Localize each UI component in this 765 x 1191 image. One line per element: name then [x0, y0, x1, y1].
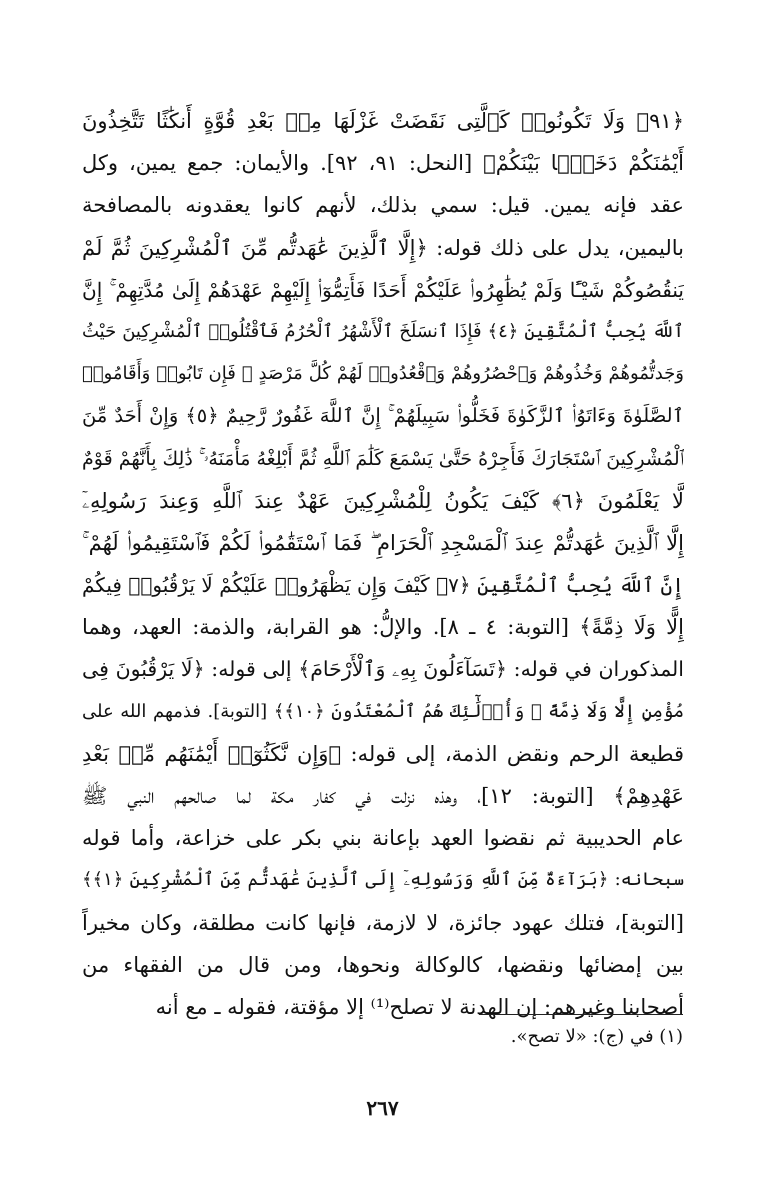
text-line: ٱللَّهَ يُحِبُّ ٱلْمُتَّقِينَ ﴿٤﴾ فَإِذَا ٱنسَلَخَ ٱلْأَشْهُرُ ٱلْحُرُمُ فَٱقْتُلُوا۟ ٱلْمُشْرِكِينَ حَيْثُ	[82, 320, 684, 342]
text-line: يَنقُصُوكُمْ شَيْـًٔا وَلَمْ يُظَٰهِرُوا۟ عَلَيْكُمْ أَحَدًا فَأَتِمُّوٓا۟ إِلَيْهِمْ عَهْدَهُمْ إِلَىٰ مُدَّتِهِمْ ۚ إِنَّ	[82, 277, 684, 302]
text-line: المذكوران في قوله: ﴿تَسَآءَلُونَ بِهِۦ وَٱلْأَرْحَامَ﴾ إلى قوله: ﴿لَا يَرْقُبُونَ فِى	[82, 657, 684, 682]
text-line: عقد فإنه يمين. قيل: سمي بذلك، لأنهم كانوا يعقدونه بالمصافحة	[82, 193, 684, 218]
text-line: عَهْدِهِمْ﴾ [التوبة: ١٢]، وهذه نزلت في كفار مكة لما صالحهم النبي ﷺ	[82, 784, 684, 808]
text-line: إِنَّ ٱللَّهَ يُحِبُّ ٱلْمُتَّقِينَ ﴿٧﴾ كَيْفَ وَإِن يَظْهَرُوا۟ عَلَيْكُمْ لَا يَرْقُبُوا۟ فِيكُمْ	[82, 573, 684, 598]
text-line: بين إمضائها ونقضها، كالوكالة ونحوها، ومن قال من الفقهاء من	[82, 952, 684, 977]
text-line: وَجَدتُّمُوهُمْ وَخُذُوهُمْ وَٱحْصُرُوهُمْ وَٱقْعُدُوا۟ لَهُمْ كُلَّ مَرْصَدٍ ۚ فَإِن تَابُوا۟ وَأَقَامُوا۟	[82, 363, 684, 385]
page-number: ٢٦٧	[366, 1096, 399, 1120]
footnote: (١) في (ج): «لا تصح».	[510, 1026, 683, 1047]
body-text	[82, 100, 684, 1028]
text-line: [التوبة]، فتلك عهود جائزة، لا لازمة، فإنها كانت مطلقة، وكان مخيراً	[82, 910, 684, 935]
text-line: قطيعة الرحم ونقض الذمة، إلى قوله: ﴿وَإِن نَّكَثُوٓا۟ أَيْمَٰنَهُم مِّنۢ بَعْدِ	[82, 741, 684, 766]
text-line: إِلًّا وَلَا ذِمَّةً﴾ [التوبة: ٤ ـ ٨]. والإلُّ: هو القرابة، والذمة: العهد، وهما	[82, 615, 684, 640]
text-line: ٱلْمُشْرِكِينَ ٱسْتَجَارَكَ فَأَجِرْهُ حَتَّىٰ يَسْمَعَ كَلَٰمَ ٱللَّهِ ثُمَّ أَبْلِغْهُ مَأْمَنَهُۥ ۚ ذَٰلِكَ بِأَنَّهُمْ قَوْمٌ	[82, 447, 684, 470]
text-line: إِلَّا ٱلَّذِينَ عَٰهَدتُّمْ عِندَ ٱلْمَسْجِدِ ٱلْحَرَامِ ۖ فَمَا ٱسْتَقَٰمُوا۟ لَكُمْ فَٱسْتَقِيمُوا۟ لَهُمْ ۚ	[82, 530, 684, 555]
text-line: ﴿٩١﴾ وَلَا تَكُونُوا۟ كَٱلَّتِى نَقَضَتْ غَزْلَهَا مِنۢ بَعْدِ قُوَّةٍ أَنكَٰثًا تَتَّخِذُونَ	[82, 109, 684, 133]
footnote-separator	[479, 1014, 683, 1015]
text-line: أَيْمَٰنَكُمْ دَخَلًۢا بَيْنَكُمْ﴾ [النحل: ٩١، ٩٢]. والأيمان: جمع يمين، وكل	[82, 151, 684, 176]
text-line: باليمين، يدل على ذلك قوله: ﴿إِلَّا ٱلَّذِينَ عَٰهَدتُّم مِّنَ ٱلْمُشْرِكِينَ ثُمَّ لَمْ	[82, 235, 684, 260]
text-line: سبحانه: ﴿بَرَآءَةٌ مِّنَ ٱللَّهِ وَرَسُولِهِۦٓ إِلَى ٱلَّذِينَ عَٰهَدتُّم مِّنَ ٱلْمُشْرِكِينَ ﴿١﴾﴾	[82, 869, 684, 891]
text-line: ٱلصَّلَوٰةَ وَءَاتَوُا۟ ٱلزَّكَوٰةَ فَخَلُّوا۟ سَبِيلَهُمْ ۚ إِنَّ ٱللَّهَ غَفُورٌ رَّحِيمٌ ﴿٥﴾ وَإِنْ أَحَدٌ مِّنَ	[82, 404, 684, 428]
text-line: مُؤْمِنٍ إِلًّا وَلَا ذِمَّةً ۚ وَأُو۟لَٰٓئِكَ هُمُ ٱلْمُعْتَدُونَ ﴿١٠﴾﴾ [التوبة]. فذمهم الله على	[82, 700, 684, 722]
text-line: عام الحديبية ثم نقضوا العهد بإعانة بني بكر على خزاعة، وأما قوله	[82, 826, 684, 851]
text-line: لَّا يَعْلَمُونَ ﴿٦﴾ كَيْفَ يَكُونُ لِلْمُشْرِكِينَ عَهْدٌ عِندَ ٱللَّهِ وَعِندَ رَسُولِهِۦٓ	[82, 488, 684, 513]
text-line: أصحابنا وغيرهم: إن الهدنة لا تصلح⁽¹⁾ إلا مؤقتة، فقوله ـ مع أنه	[155, 994, 684, 1019]
